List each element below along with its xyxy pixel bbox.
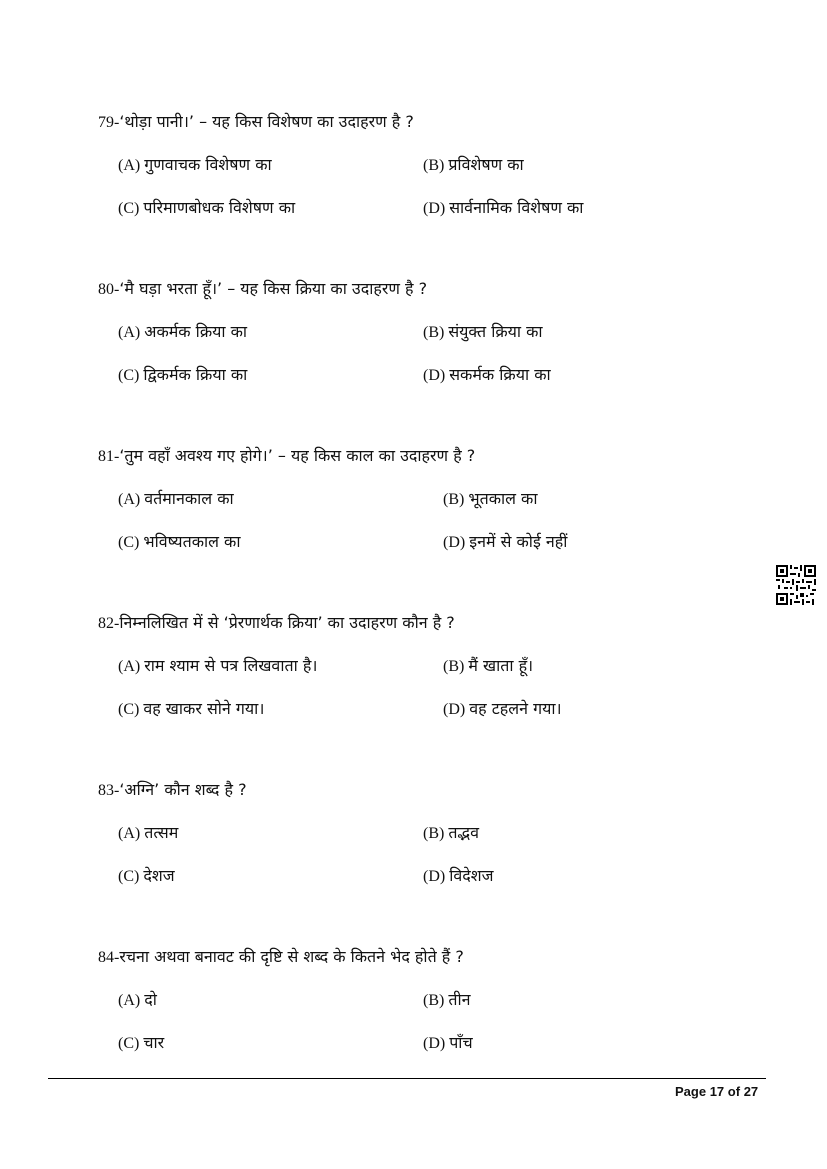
option-a[interactable] (118, 320, 247, 342)
option-text: द्विकर्मक क्रिया का (143, 365, 248, 384)
option-label: (B) (423, 825, 445, 842)
option-text: अकर्मक क्रिया का (144, 322, 248, 341)
option-label: (D) (443, 534, 466, 551)
option-text: तद्भव (448, 823, 479, 842)
option-label: (D) (423, 868, 446, 885)
question-text (98, 277, 427, 299)
question-number: 80- (98, 281, 120, 298)
option-label: (A) (118, 825, 141, 842)
option-a[interactable] (118, 654, 317, 676)
option-label: (B) (423, 157, 445, 174)
question-stem: ‘मै घड़ा भरता हूँ।’ – यह किस क्रिया का उदाहरण है ? (119, 279, 428, 298)
current-page: 17 (709, 1084, 725, 1099)
option-label: (B) (443, 658, 465, 675)
option-label: (D) (443, 701, 466, 718)
question-stem: ‘थोड़ा पानी।’ – यह किस विशेषण का उदाहरण है ? (119, 112, 414, 131)
question-text (98, 945, 464, 967)
option-b[interactable] (443, 654, 533, 676)
page-number (675, 1084, 758, 1099)
option-b[interactable] (423, 320, 543, 342)
option-text: परिमाणबोधक विशेषण का (143, 198, 296, 217)
option-text: भूतकाल का (468, 489, 538, 508)
option-text: गुणवाचक विशेषण का (144, 155, 272, 174)
option-d[interactable] (423, 1031, 473, 1053)
option-label: (B) (423, 992, 445, 1009)
question-number: 82- (98, 615, 120, 632)
option-text: वह टहलने गया। (469, 699, 562, 718)
option-label: (C) (118, 534, 140, 551)
option-text: सकर्मक क्रिया का (449, 365, 551, 384)
question-text (98, 611, 455, 633)
option-c[interactable] (118, 864, 175, 886)
footer-divider (48, 1078, 766, 1079)
option-text: संयुक्त क्रिया का (448, 322, 543, 341)
question-number: 84- (98, 949, 120, 966)
question-text (98, 110, 414, 132)
option-label: (A) (118, 658, 141, 675)
option-d[interactable] (423, 196, 583, 218)
option-text: सार्वनामिक विशेषण का (449, 198, 584, 217)
question-stem: निम्नलिखित में से ‘प्रेरणार्थक क्रिया’ का उदाहरण कौन है ? (119, 613, 455, 632)
question-stem: ‘अग्नि’ कौन शब्द है ? (119, 780, 247, 799)
option-label: (A) (118, 992, 141, 1009)
option-text: चार (143, 1033, 165, 1052)
option-text: तीन (448, 990, 471, 1009)
option-a[interactable] (118, 153, 272, 175)
option-text: दो (144, 990, 157, 1009)
option-d[interactable] (443, 530, 567, 552)
option-d[interactable] (443, 697, 562, 719)
option-d[interactable] (423, 864, 494, 886)
option-c[interactable] (118, 196, 295, 218)
option-a[interactable] (118, 821, 178, 843)
option-label: (B) (443, 491, 465, 508)
option-text: वर्तमानकाल का (144, 489, 234, 508)
total-pages: 27 (743, 1084, 759, 1099)
option-text: इनमें से कोई नहीं (469, 532, 568, 551)
page-separator: of (727, 1084, 741, 1099)
option-text: भविष्यतकाल का (143, 532, 241, 551)
option-text: वह खाकर सोने गया। (143, 699, 265, 718)
option-d[interactable] (423, 363, 551, 385)
page-prefix: Page (675, 1084, 707, 1099)
option-label: (A) (118, 157, 141, 174)
option-c[interactable] (118, 1031, 164, 1053)
option-label: (D) (423, 200, 446, 217)
option-label: (C) (118, 701, 140, 718)
option-text: विदेशज (449, 866, 494, 885)
option-c[interactable] (118, 530, 241, 552)
question-number: 83- (98, 782, 120, 799)
question-stem: रचना अथवा बनावट की दृष्टि से शब्द के कितने भेद होते हैं ? (119, 947, 464, 966)
option-label: (A) (118, 491, 141, 508)
option-c[interactable] (118, 363, 247, 385)
option-label: (C) (118, 1035, 140, 1052)
qr-code-icon (776, 565, 816, 605)
option-label: (C) (118, 868, 140, 885)
option-label: (B) (423, 324, 445, 341)
option-label: (A) (118, 324, 141, 341)
option-b[interactable] (443, 487, 538, 509)
option-text: देशज (143, 866, 175, 885)
option-c[interactable] (118, 697, 264, 719)
option-text: मैं खाता हूँ। (468, 656, 534, 675)
question-text (98, 778, 247, 800)
option-a[interactable] (118, 988, 157, 1010)
question-number: 79- (98, 114, 120, 131)
option-text: प्रविशेषण का (448, 155, 524, 174)
question-stem: ‘तुम वहाँ अवश्य गए होगे।’ – यह किस काल का उदाहरण है ? (119, 446, 476, 465)
option-text: पाँच (449, 1033, 473, 1052)
option-label: (C) (118, 200, 140, 217)
option-label: (C) (118, 367, 140, 384)
question-number: 81- (98, 448, 120, 465)
option-text: तत्सम (144, 823, 179, 842)
option-b[interactable] (423, 821, 479, 843)
option-b[interactable] (423, 988, 470, 1010)
question-text (98, 444, 475, 466)
option-label: (D) (423, 367, 446, 384)
option-label: (D) (423, 1035, 446, 1052)
option-b[interactable] (423, 153, 524, 175)
option-a[interactable] (118, 487, 234, 509)
option-text: राम श्याम से पत्र लिखवाता है। (144, 656, 318, 675)
